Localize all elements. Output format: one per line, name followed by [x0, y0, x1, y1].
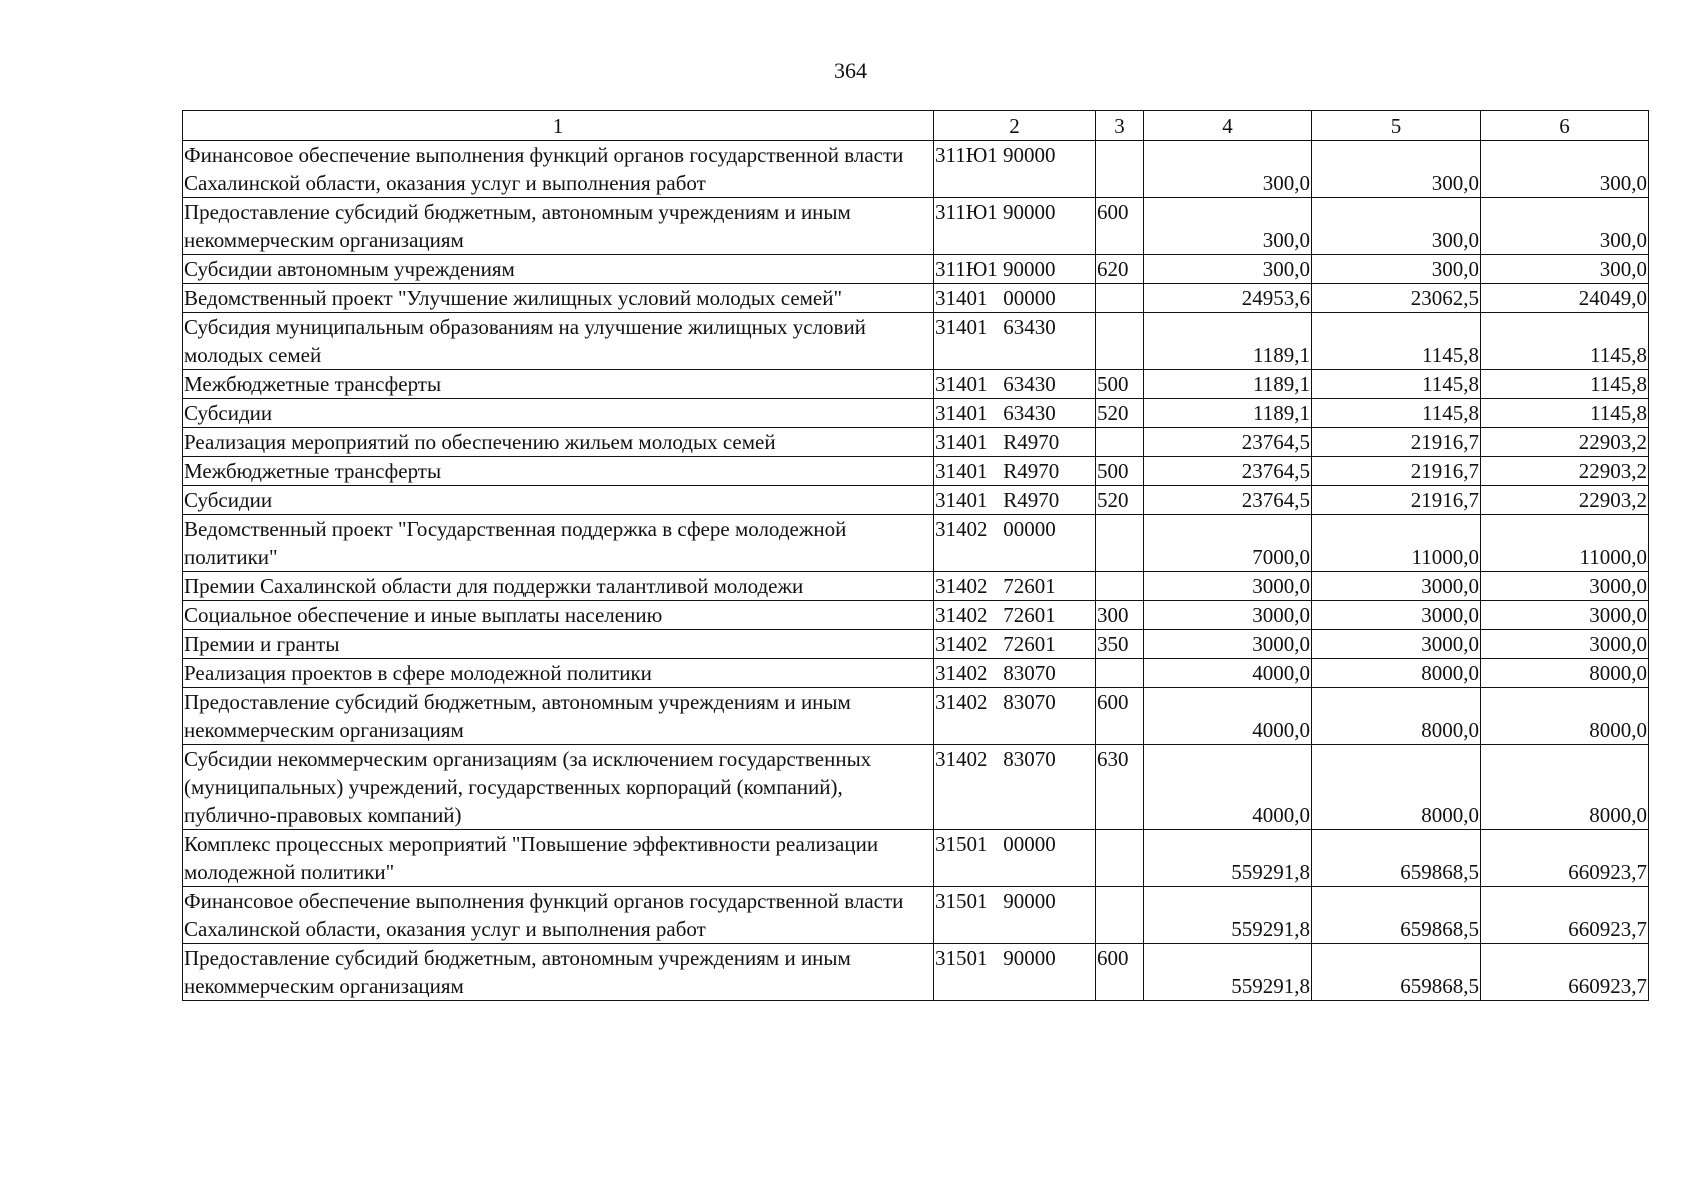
row-value-col4: 1189,1	[1144, 313, 1312, 370]
row-value-col4: 23764,5	[1144, 486, 1312, 515]
table-row	[183, 284, 1649, 313]
row-name-cell: Межбюджетные трансферты	[183, 370, 934, 399]
row-expense-type-cell	[1096, 141, 1144, 198]
table-row	[183, 830, 1649, 887]
row-value-col4: 4000,0	[1144, 659, 1312, 688]
page-number: 364	[834, 58, 867, 83]
row-value-col5: 659868,5	[1312, 830, 1481, 887]
row-code-cell: 31402 83070	[934, 688, 1096, 745]
table-row	[183, 457, 1649, 486]
row-expense-type-cell: 300	[1096, 601, 1144, 630]
row-value-col4: 7000,0	[1144, 515, 1312, 572]
row-value-col5: 659868,5	[1312, 887, 1481, 944]
row-expense-type-cell: 600	[1096, 688, 1144, 745]
table-row	[183, 486, 1649, 515]
row-value-col6: 1145,8	[1481, 399, 1649, 428]
row-value-col5: 8000,0	[1312, 688, 1481, 745]
row-value-col6: 300,0	[1481, 255, 1649, 284]
row-value-col6: 8000,0	[1481, 745, 1649, 830]
row-expense-type-cell: 500	[1096, 370, 1144, 399]
row-value-col6: 22903,2	[1481, 428, 1649, 457]
table-row	[183, 515, 1649, 572]
row-value-col4: 3000,0	[1144, 572, 1312, 601]
row-code-cell: 31401 63430	[934, 370, 1096, 399]
row-value-col6: 8000,0	[1481, 688, 1649, 745]
table-row	[183, 399, 1649, 428]
row-name-cell: Комплекс процессных мероприятий "Повышение эффективности реализации молодежной политики"	[183, 830, 934, 887]
row-name-cell: Ведомственный проект "Государственная поддержка в сфере молодежной политики"	[183, 515, 934, 572]
table-row	[183, 944, 1649, 1001]
row-value-col5: 8000,0	[1312, 745, 1481, 830]
row-value-col6: 660923,7	[1481, 944, 1649, 1001]
row-value-col6: 24049,0	[1481, 284, 1649, 313]
row-value-col5: 3000,0	[1312, 601, 1481, 630]
row-value-col5: 3000,0	[1312, 630, 1481, 659]
row-name-cell: Предоставление субсидий бюджетным, автономным учреждениям и иным некоммерческим организациям	[183, 688, 934, 745]
row-value-col5: 300,0	[1312, 255, 1481, 284]
row-expense-type-cell: 600	[1096, 944, 1144, 1001]
row-code-cell: 31402 72601	[934, 572, 1096, 601]
column-header-3: 3	[1096, 111, 1144, 141]
budget-table	[182, 110, 1649, 1001]
row-value-col5: 21916,7	[1312, 428, 1481, 457]
row-code-cell: 311Ю1 90000	[934, 198, 1096, 255]
table-row	[183, 428, 1649, 457]
table-row	[183, 198, 1649, 255]
row-name-cell: Субсидия муниципальным образованиям на улучшение жилищных условий молодых семей	[183, 313, 934, 370]
row-expense-type-cell	[1096, 572, 1144, 601]
table-row	[183, 601, 1649, 630]
row-expense-type-cell	[1096, 313, 1144, 370]
row-expense-type-cell	[1096, 887, 1144, 944]
table-row	[183, 688, 1649, 745]
row-value-col5: 21916,7	[1312, 457, 1481, 486]
row-value-col4: 300,0	[1144, 141, 1312, 198]
row-code-cell: 31402 83070	[934, 745, 1096, 830]
row-value-col4: 300,0	[1144, 198, 1312, 255]
row-value-col4: 4000,0	[1144, 688, 1312, 745]
row-value-col4: 3000,0	[1144, 601, 1312, 630]
table-row	[183, 659, 1649, 688]
row-code-cell: 31401 R4970	[934, 428, 1096, 457]
table-row	[183, 630, 1649, 659]
row-value-col5: 21916,7	[1312, 486, 1481, 515]
row-value-col6: 3000,0	[1481, 630, 1649, 659]
row-value-col4: 23764,5	[1144, 457, 1312, 486]
column-header-6: 6	[1481, 111, 1649, 141]
row-value-col4: 1189,1	[1144, 399, 1312, 428]
row-expense-type-cell: 520	[1096, 486, 1144, 515]
row-code-cell: 31402 00000	[934, 515, 1096, 572]
row-expense-type-cell: 630	[1096, 745, 1144, 830]
row-name-cell: Финансовое обеспечение выполнения функций органов государственной власти Сахалинской области, оказания услуг и выполнения работ	[183, 141, 934, 198]
column-header-1: 1	[183, 111, 934, 141]
row-value-col6: 660923,7	[1481, 830, 1649, 887]
row-code-cell: 31402 83070	[934, 659, 1096, 688]
table-row	[183, 141, 1649, 198]
row-value-col5: 11000,0	[1312, 515, 1481, 572]
column-header-2: 2	[934, 111, 1096, 141]
row-code-cell: 31401 63430	[934, 399, 1096, 428]
row-value-col4: 300,0	[1144, 255, 1312, 284]
row-expense-type-cell: 520	[1096, 399, 1144, 428]
row-expense-type-cell: 600	[1096, 198, 1144, 255]
row-expense-type-cell	[1096, 830, 1144, 887]
row-code-cell: 31401 63430	[934, 313, 1096, 370]
table-header	[183, 111, 1649, 141]
table-row	[183, 572, 1649, 601]
row-value-col6: 1145,8	[1481, 313, 1649, 370]
row-expense-type-cell: 500	[1096, 457, 1144, 486]
row-value-col4: 1189,1	[1144, 370, 1312, 399]
row-code-cell: 31402 72601	[934, 630, 1096, 659]
row-code-cell: 31401 00000	[934, 284, 1096, 313]
row-value-col6: 11000,0	[1481, 515, 1649, 572]
column-header-5: 5	[1312, 111, 1481, 141]
row-value-col6: 3000,0	[1481, 572, 1649, 601]
row-value-col6: 3000,0	[1481, 601, 1649, 630]
row-value-col5: 300,0	[1312, 198, 1481, 255]
row-value-col6: 300,0	[1481, 141, 1649, 198]
row-value-col5: 300,0	[1312, 141, 1481, 198]
row-value-col6: 1145,8	[1481, 370, 1649, 399]
row-expense-type-cell: 350	[1096, 630, 1144, 659]
row-name-cell: Предоставление субсидий бюджетным, автономным учреждениям и иным некоммерческим организациям	[183, 198, 934, 255]
row-name-cell: Субсидии	[183, 486, 934, 515]
row-name-cell: Премии Сахалинской области для поддержки талантливой молодежи	[183, 572, 934, 601]
row-name-cell: Субсидии автономным учреждениям	[183, 255, 934, 284]
row-name-cell: Реализация мероприятий по обеспечению жильем молодых семей	[183, 428, 934, 457]
row-value-col4: 3000,0	[1144, 630, 1312, 659]
row-code-cell: 31501 00000	[934, 830, 1096, 887]
row-expense-type-cell: 620	[1096, 255, 1144, 284]
row-value-col6: 22903,2	[1481, 486, 1649, 515]
row-value-col6: 22903,2	[1481, 457, 1649, 486]
row-value-col6: 8000,0	[1481, 659, 1649, 688]
row-value-col5: 23062,5	[1312, 284, 1481, 313]
row-value-col5: 1145,8	[1312, 370, 1481, 399]
row-name-cell: Социальное обеспечение и иные выплаты населению	[183, 601, 934, 630]
row-value-col4: 24953,6	[1144, 284, 1312, 313]
row-value-col4: 23764,5	[1144, 428, 1312, 457]
row-value-col5: 659868,5	[1312, 944, 1481, 1001]
row-value-col4: 559291,8	[1144, 830, 1312, 887]
row-value-col4: 4000,0	[1144, 745, 1312, 830]
header-row	[183, 111, 1649, 141]
table-row	[183, 887, 1649, 944]
row-name-cell: Финансовое обеспечение выполнения функций органов государственной власти Сахалинской области, оказания услуг и выполнения работ	[183, 887, 934, 944]
row-expense-type-cell	[1096, 428, 1144, 457]
row-value-col6: 660923,7	[1481, 887, 1649, 944]
table-row	[183, 745, 1649, 830]
row-code-cell: 31501 90000	[934, 887, 1096, 944]
row-name-cell: Субсидии некоммерческим организациям (за исключением государственных (муниципальных) учреждений, государственных корпораций (компаний), публично-правовых компаний)	[183, 745, 934, 830]
row-code-cell: 31401 R4970	[934, 486, 1096, 515]
row-name-cell: Предоставление субсидий бюджетным, автономным учреждениям и иным некоммерческим организациям	[183, 944, 934, 1001]
row-expense-type-cell	[1096, 515, 1144, 572]
row-name-cell: Субсидии	[183, 399, 934, 428]
row-value-col5: 1145,8	[1312, 399, 1481, 428]
row-value-col6: 300,0	[1481, 198, 1649, 255]
row-name-cell: Премии и гранты	[183, 630, 934, 659]
row-code-cell: 311Ю1 90000	[934, 255, 1096, 284]
table-row	[183, 370, 1649, 399]
row-code-cell: 31501 90000	[934, 944, 1096, 1001]
row-code-cell: 311Ю1 90000	[934, 141, 1096, 198]
column-header-4: 4	[1144, 111, 1312, 141]
table-row	[183, 313, 1649, 370]
row-code-cell: 31402 72601	[934, 601, 1096, 630]
row-name-cell: Ведомственный проект "Улучшение жилищных условий молодых семей"	[183, 284, 934, 313]
row-expense-type-cell	[1096, 284, 1144, 313]
row-value-col4: 559291,8	[1144, 944, 1312, 1001]
table-body	[183, 141, 1649, 1001]
row-value-col4: 559291,8	[1144, 887, 1312, 944]
table-row	[183, 255, 1649, 284]
row-name-cell: Реализация проектов в сфере молодежной политики	[183, 659, 934, 688]
row-code-cell: 31401 R4970	[934, 457, 1096, 486]
row-expense-type-cell	[1096, 659, 1144, 688]
row-value-col5: 1145,8	[1312, 313, 1481, 370]
row-value-col5: 8000,0	[1312, 659, 1481, 688]
row-value-col5: 3000,0	[1312, 572, 1481, 601]
row-name-cell: Межбюджетные трансферты	[183, 457, 934, 486]
